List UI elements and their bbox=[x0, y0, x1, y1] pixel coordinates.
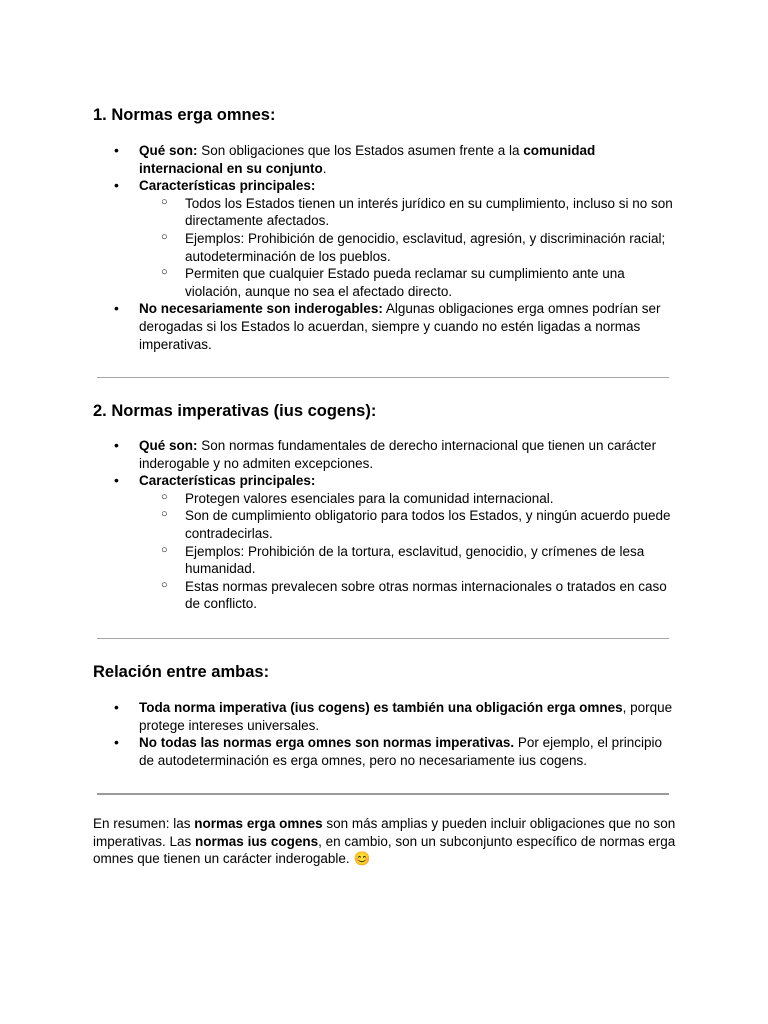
text: . bbox=[322, 160, 327, 176]
bold-text: Toda norma imperativa (ius cogens) es también una obligación erga omnes bbox=[139, 700, 623, 715]
sub-list-item: ○ Protegen valores esenciales para la comunidad internacional. bbox=[139, 490, 678, 508]
list-item bbox=[93, 300, 678, 353]
bold-text: comunidad internacional en su conjunto bbox=[139, 143, 596, 176]
sub-list-item: ○ Ejemplos: Prohibición de genocidio, esclavitud, agresión, y discriminación racial; autodeterminación de los pueblos. bbox=[139, 230, 678, 265]
bullet-list bbox=[93, 699, 678, 769]
text: , en cambio, son un subconjunto específico de normas erga omnes que tienen un carácter inderogable. bbox=[93, 833, 676, 867]
bold-label: No necesariamente son inderogables: bbox=[139, 301, 383, 317]
text: , porque protege intereses universales. bbox=[139, 700, 673, 733]
horizontal-divider bbox=[97, 377, 669, 378]
sub-list-item: ○ Estas normas prevalecen sobre otras normas internacionales o tratados en caso de conflicto. bbox=[139, 578, 678, 613]
list-item bbox=[93, 472, 678, 613]
section-relacion bbox=[93, 662, 678, 769]
sub-list-item: ○ Son de cumplimiento obligatorio para todos los Estados, y ningún acuerdo puede contradecirlas. bbox=[139, 507, 678, 542]
sub-list-item: ○ Todos los Estados tienen un interés jurídico en su cumplimiento, incluso si no son directamente afectados. bbox=[139, 195, 678, 230]
bold-text: No todas las normas erga omnes son normas imperativas. bbox=[139, 735, 515, 751]
sub-list bbox=[139, 490, 678, 613]
sub-list bbox=[139, 195, 678, 301]
text: Algunas obligaciones erga omnes podrían ser derogadas si los Estados lo acuerdan, siempre y cuando no estén ligadas a normas imperativas. bbox=[139, 301, 661, 352]
bold-label: Qué son: bbox=[139, 143, 198, 158]
list-item bbox=[93, 437, 678, 472]
bullet-list bbox=[93, 437, 678, 613]
bold-label: Características principales: bbox=[139, 178, 316, 194]
section-ius-cogens bbox=[93, 401, 678, 613]
list-item bbox=[93, 177, 678, 300]
bold-label: Características principales: bbox=[139, 473, 316, 489]
section-title: 2. Normas imperativas (ius cogens): bbox=[93, 402, 377, 420]
sub-list-item: ○ Permiten que cualquier Estado pueda reclamar su cumplimiento ante una violación, aunque no sea el afectado directo. bbox=[139, 265, 678, 300]
bold-text: normas erga omnes bbox=[194, 816, 323, 831]
text: Por ejemplo, el principio de autodeterminación es erga omnes, pero no necesariamente ius cogens. bbox=[139, 735, 662, 768]
horizontal-divider bbox=[97, 793, 669, 795]
list-item bbox=[93, 142, 678, 177]
bullet-list bbox=[93, 142, 678, 353]
text: En resumen: las bbox=[93, 816, 195, 831]
list-item bbox=[93, 699, 678, 734]
horizontal-divider bbox=[97, 638, 669, 639]
text: Son normas fundamentales de derecho internacional que tienen un carácter inderogable y no admiten excepciones. bbox=[139, 438, 657, 471]
smile-emoji-icon: 😊 bbox=[353, 851, 371, 867]
text: Son obligaciones que los Estados asumen frente a la bbox=[197, 143, 524, 158]
text: son más amplias y pueden incluir obligaciones que no son imperativas. Las bbox=[93, 816, 676, 849]
list-item bbox=[93, 734, 678, 769]
section-erga-omnes bbox=[93, 105, 678, 353]
bold-label: Qué son: bbox=[139, 438, 198, 453]
sub-list-item: ○ Ejemplos: Prohibición de la tortura, esclavitud, genocidio, y crímenes de lesa humanidad. bbox=[139, 543, 678, 578]
bold-text: normas ius cogens bbox=[195, 833, 319, 849]
summary-paragraph bbox=[93, 815, 678, 868]
section-title: Relación entre ambas: bbox=[93, 663, 270, 681]
section-title: 1. Normas erga omnes: bbox=[93, 106, 276, 124]
